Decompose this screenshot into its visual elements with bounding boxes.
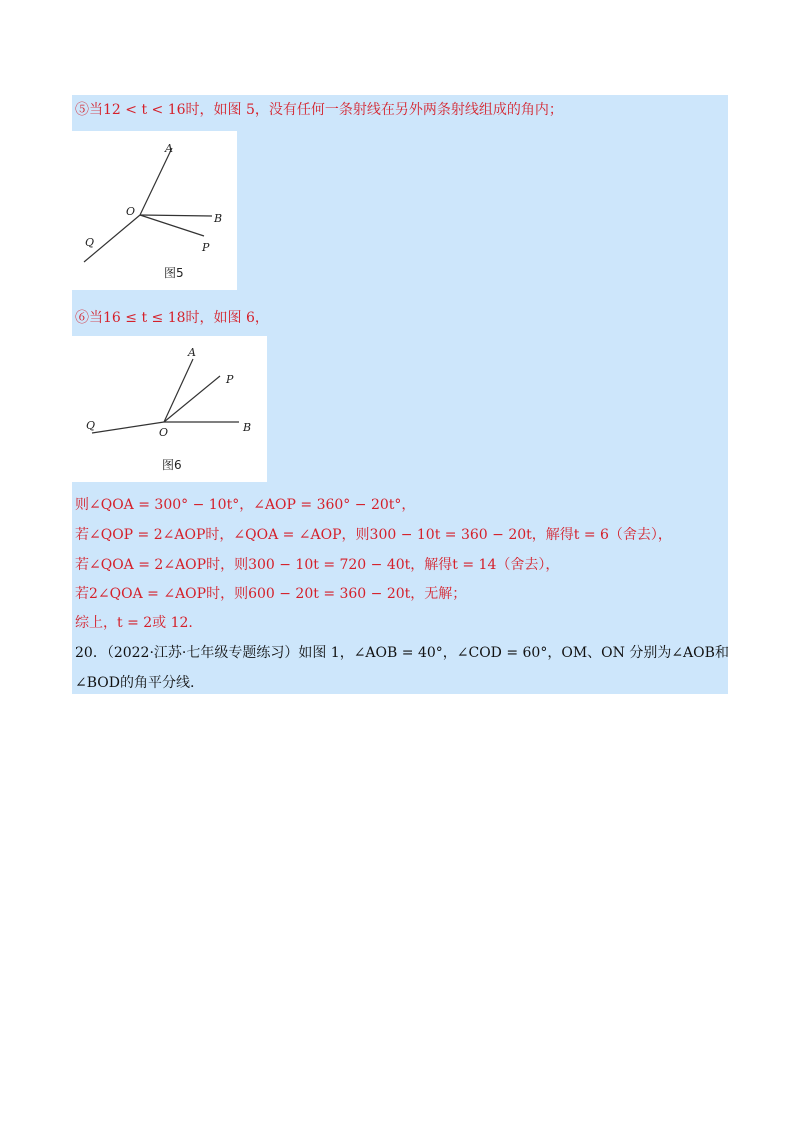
condition-3-line: 若2∠QOA = ∠AOP时，则600 − 20t = 360 − 20t，无解；: [75, 586, 467, 602]
case6-line: ⑥当16 ≤ t ≤ 18时，如图 6，: [75, 310, 269, 326]
label-b: B: [243, 421, 252, 434]
condition-2-line: 若∠QOA = 2∠AOP时，则300 − 10t = 720 − 40t，解得t = 14（舍去），: [75, 557, 560, 573]
label-p: P: [202, 241, 210, 254]
label-a: A: [188, 346, 196, 359]
label-q: Q: [85, 236, 95, 249]
label-o: O: [126, 205, 136, 218]
figure-6: [72, 336, 267, 482]
figure-5-caption: 图5: [164, 266, 184, 280]
question-20-line: 20．（2022·江苏·七年级专题练习）如图 1，∠AOB = 40°，∠COD = 60°，OM、ON 分别为∠AOB和: [75, 645, 729, 661]
condition-1-line: 若∠QOP = 2∠AOP时，∠QOA = ∠AOP，则300 − 10t = 360 − 20t，解得t = 6（舍去），: [75, 527, 672, 543]
angle-expressions-line: 则∠QOA = 300° − 10t°，∠AOP = 360° − 20t°，: [75, 497, 416, 513]
figure-6-caption: 图6: [162, 458, 182, 472]
label-b: B: [214, 212, 223, 225]
label-o: O: [159, 426, 169, 439]
figure-5: [72, 131, 237, 290]
ray-oq: [92, 422, 164, 433]
figure-6-diagram: [72, 336, 267, 482]
question-20-continuation: ∠BOD的角平分线.: [75, 675, 195, 691]
figure-5-diagram: [72, 131, 237, 290]
ray-ob: [140, 215, 212, 216]
conclusion-line: 综上，t = 2或 12.: [75, 615, 193, 631]
ray-op: [164, 376, 220, 422]
ray-oa: [140, 148, 172, 215]
label-q: Q: [86, 419, 96, 432]
case5-line: ⑤当12 < t < 16时，如图 5，没有任何一条射线在另外两条射线组成的角内；: [75, 102, 563, 118]
label-p: P: [226, 373, 234, 386]
ray-op: [140, 215, 204, 236]
ray-oa: [164, 359, 193, 422]
label-a: A: [165, 142, 173, 155]
